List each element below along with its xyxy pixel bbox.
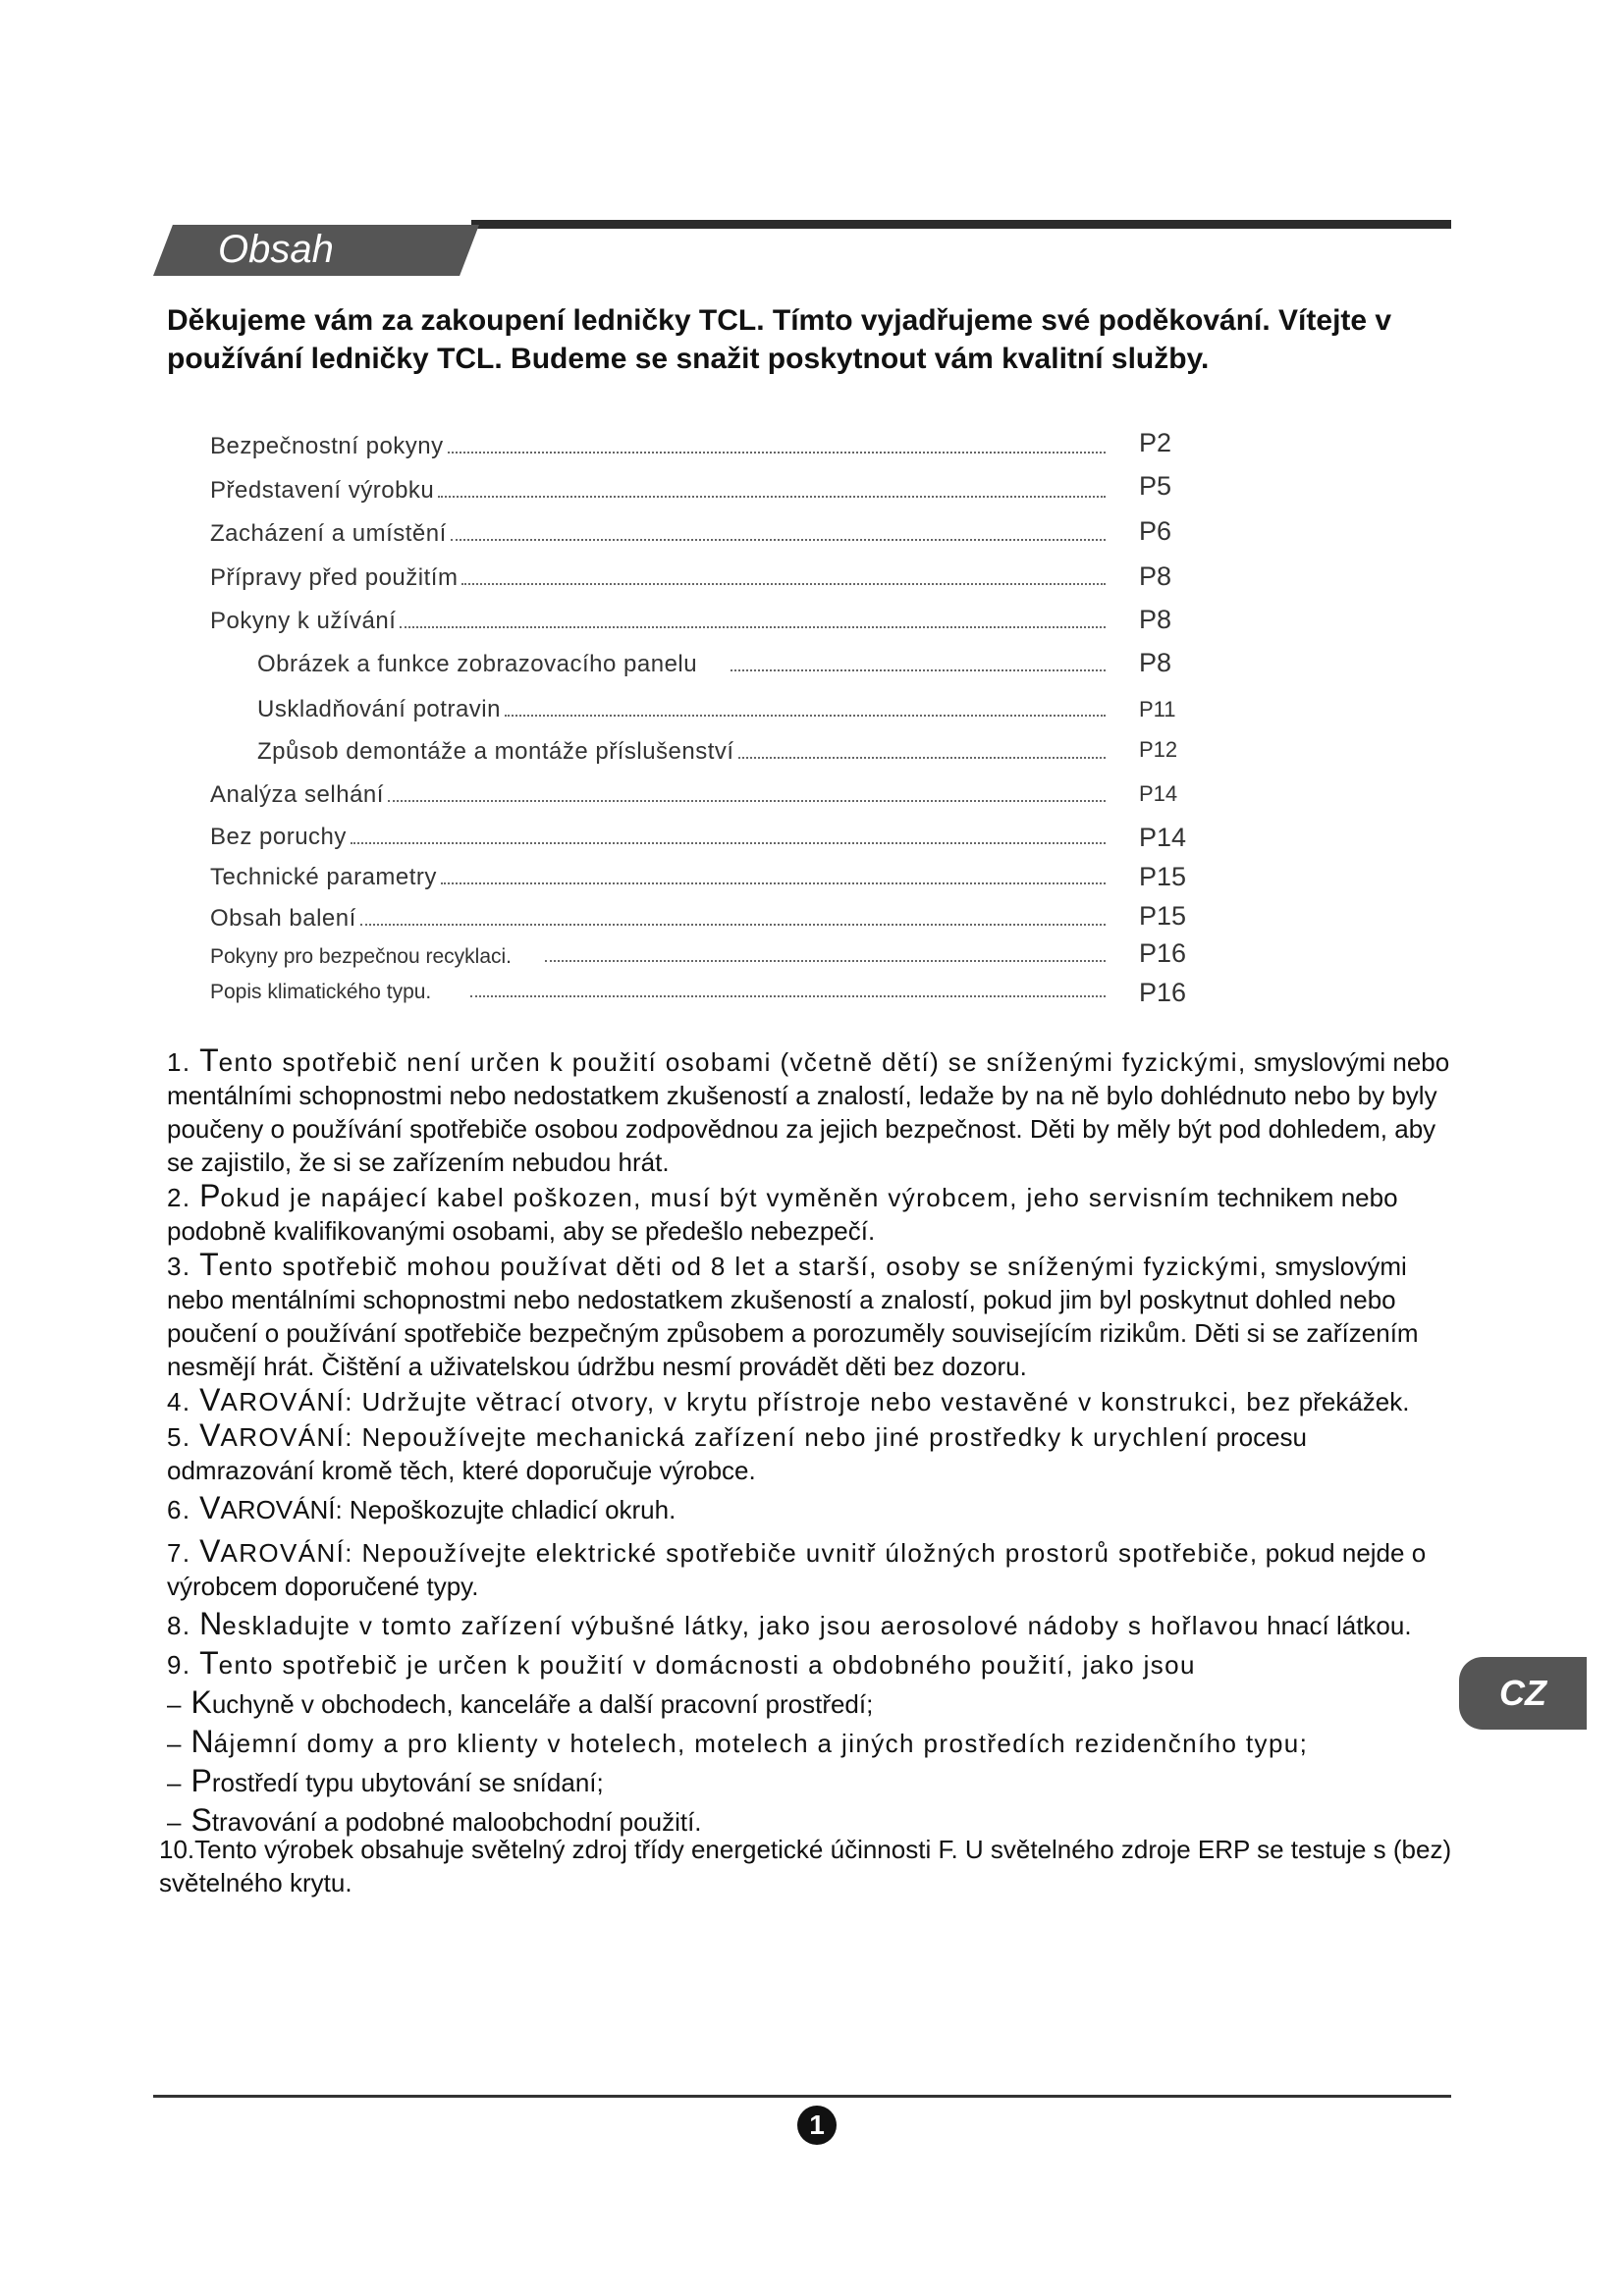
toc-leader xyxy=(438,496,1106,498)
toc-leader xyxy=(351,842,1106,844)
note-item: 7. VAROVÁNÍ: Nepoužívejte elektrické spotřebiče uvnitř úložných prostorů spotřebiče, pokud nejde o výrobcem doporučené typy. xyxy=(167,1533,1427,1601)
note-item: 6. VAROVÁNÍ: Nepoškozujte chladicí okruh. xyxy=(167,1490,677,1525)
note-item: 5. VAROVÁNÍ: Nepoužívejte mechanická zařízení nebo jiné prostředky k urychlení procesu odmrazování kromě těch, které doporučuje výrobce. xyxy=(167,1417,1307,1485)
toc-leader xyxy=(451,539,1106,541)
toc-page: P11 xyxy=(1139,697,1176,721)
note-item: 1. Tento spotřebič není určen k použití osobami (včetně dětí) se sníženými fyzickými, smyslovými nebo mentálními schopnostmi nebo nedostatkem zkušeností a znalostí, ledaže by na ně bylo dohlédnuto nebo by byly poučeny o používání spotřebiče osobou zodpovědnou za jejich bezpečnost. Děti by měly být pod dohledem, aby se zajistilo, že si se zařízením nebudou hrát. xyxy=(167,1042,1450,1177)
toc-label: Zacházení a umístění xyxy=(210,520,447,547)
toc-leader xyxy=(448,452,1106,454)
toc-item xyxy=(210,602,1106,635)
header-rule xyxy=(471,220,1451,229)
toc-label: Popis klimatického typu. xyxy=(210,981,432,1003)
toc-page: P16 xyxy=(1139,938,1187,968)
toc-label: Uskladňování potravin xyxy=(257,696,501,722)
toc-label: Bez poruchy xyxy=(210,824,347,850)
toc-item xyxy=(210,818,1106,851)
toc-label: Obsah balení xyxy=(210,905,356,932)
toc-label: Technické parametry xyxy=(210,864,437,890)
note-item: 9. Tento spotřebič je určen k použití v domácnosti a obdobného použití, jako jsou xyxy=(167,1645,1196,1681)
toc-item xyxy=(257,690,1106,723)
toc-item xyxy=(210,858,1106,891)
toc-page: P2 xyxy=(1139,428,1172,457)
toc-item xyxy=(210,559,1106,592)
toc-label: Obrázek a funkce zobrazovacího panelu xyxy=(257,651,698,677)
toc-leader xyxy=(731,669,1106,671)
toc-page: P16 xyxy=(1139,978,1187,1007)
toc-item xyxy=(210,514,1106,548)
toc-item xyxy=(210,935,1106,969)
toc-label: Pokyny k užívání xyxy=(210,608,397,634)
note-item: 4. VAROVÁNÍ: Udržujte větrací otvory, v krytu přístroje nebo vestavěné v konstrukci, bez překážek. xyxy=(167,1382,1410,1417)
toc-page: P15 xyxy=(1139,901,1187,931)
toc-leader xyxy=(461,583,1106,585)
toc-label: Způsob demontáže a montáže příslušenství xyxy=(257,738,734,765)
toc-page: P12 xyxy=(1139,737,1178,762)
toc-page: P14 xyxy=(1139,781,1178,806)
toc-label: Pokyny pro bezpečnou recyklaci. xyxy=(210,945,512,968)
toc-item xyxy=(210,471,1106,505)
toc-leader xyxy=(400,626,1106,628)
toc-page: P8 xyxy=(1139,605,1172,634)
toc-page: P15 xyxy=(1139,862,1187,891)
note-item: 10.Tento výrobek obsahuje světelný zdroj třídy energetické účinnosti F. U světelného zdroje ERP se testuje s (bez) světelného krytu. xyxy=(159,1835,1452,1897)
safety-notes xyxy=(159,1042,1453,1899)
toc-leader xyxy=(545,960,1106,962)
toc-page: P8 xyxy=(1139,561,1172,591)
note-item: – Prostředí typu ubytování se snídaní; xyxy=(167,1763,604,1798)
note-item: – Stravování a podobné maloobchodní použití. xyxy=(167,1802,702,1838)
toc-item xyxy=(210,971,1106,1004)
toc-leader xyxy=(470,995,1106,997)
toc-page: P6 xyxy=(1139,516,1172,546)
note-item: 3. Tento spotřebič mohou používat děti od 8 let a starší, osoby se sníženými fyzickými, smyslovými nebo mentálními schopnostmi nebo nedostatkem zkušeností a znalostí, pokud jim byl poskytnut dohled nebo poučení o používání spotřebiče bezpečným způsobem a porozuměly souvisejícím rizikům. Děti si se zařízením nesmějí hrát. Čištění a uživatelskou údržbu nesmí provádět děti bez dozoru. xyxy=(167,1247,1419,1381)
page-number: 1 xyxy=(797,2106,837,2145)
toc-page: P14 xyxy=(1139,823,1187,852)
note-item: 8. Neskladujte v tomto zařízení výbušné látky, jako jsou aerosolové nádoby s hořlavou hnací látkou. xyxy=(167,1606,1412,1641)
toc-leader xyxy=(360,924,1106,926)
toc-label: Přípravy před použitím xyxy=(210,564,459,591)
toc-item xyxy=(210,899,1106,933)
page-title: Obsah xyxy=(218,228,334,271)
toc-leader xyxy=(441,882,1106,884)
intro-text: Děkujeme vám za zakoupení ledničky TCL. Tímto vyjadřujeme své poděkování. Vítejte v používání ledničky TCL. Budeme se snažit poskytnout vám kvalitní služby. xyxy=(167,304,1392,375)
toc-item xyxy=(257,645,1106,678)
footer-rule xyxy=(153,2095,1451,2098)
language-tab: CZ xyxy=(1459,1657,1587,1730)
note-item: – Kuchyně v obchodech, kanceláře a další pracovní prostředí; xyxy=(167,1684,874,1720)
toc-item xyxy=(210,775,1106,809)
toc-page: P5 xyxy=(1139,471,1172,501)
toc-item xyxy=(210,427,1106,460)
toc-page: P8 xyxy=(1139,648,1172,677)
toc-leader xyxy=(388,800,1106,802)
toc-label: Analýza selhání xyxy=(210,781,384,808)
toc-item xyxy=(257,732,1106,766)
toc-label: Představení výrobku xyxy=(210,477,435,504)
toc-label: Bezpečnostní pokyny xyxy=(210,433,444,459)
toc-leader xyxy=(738,757,1106,759)
note-item: 2. Pokud je napájecí kabel poškozen, musí být vyměněn výrobcem, jeho servisním technikem nebo podobně kvalifikovanými osobami, aby se předešlo nebezpečí. xyxy=(167,1178,1398,1246)
toc-leader xyxy=(505,715,1106,717)
note-item: – Nájemní domy a pro klienty v hotelech, motelech a jiných prostředích rezidenčního typu; xyxy=(167,1724,1309,1759)
